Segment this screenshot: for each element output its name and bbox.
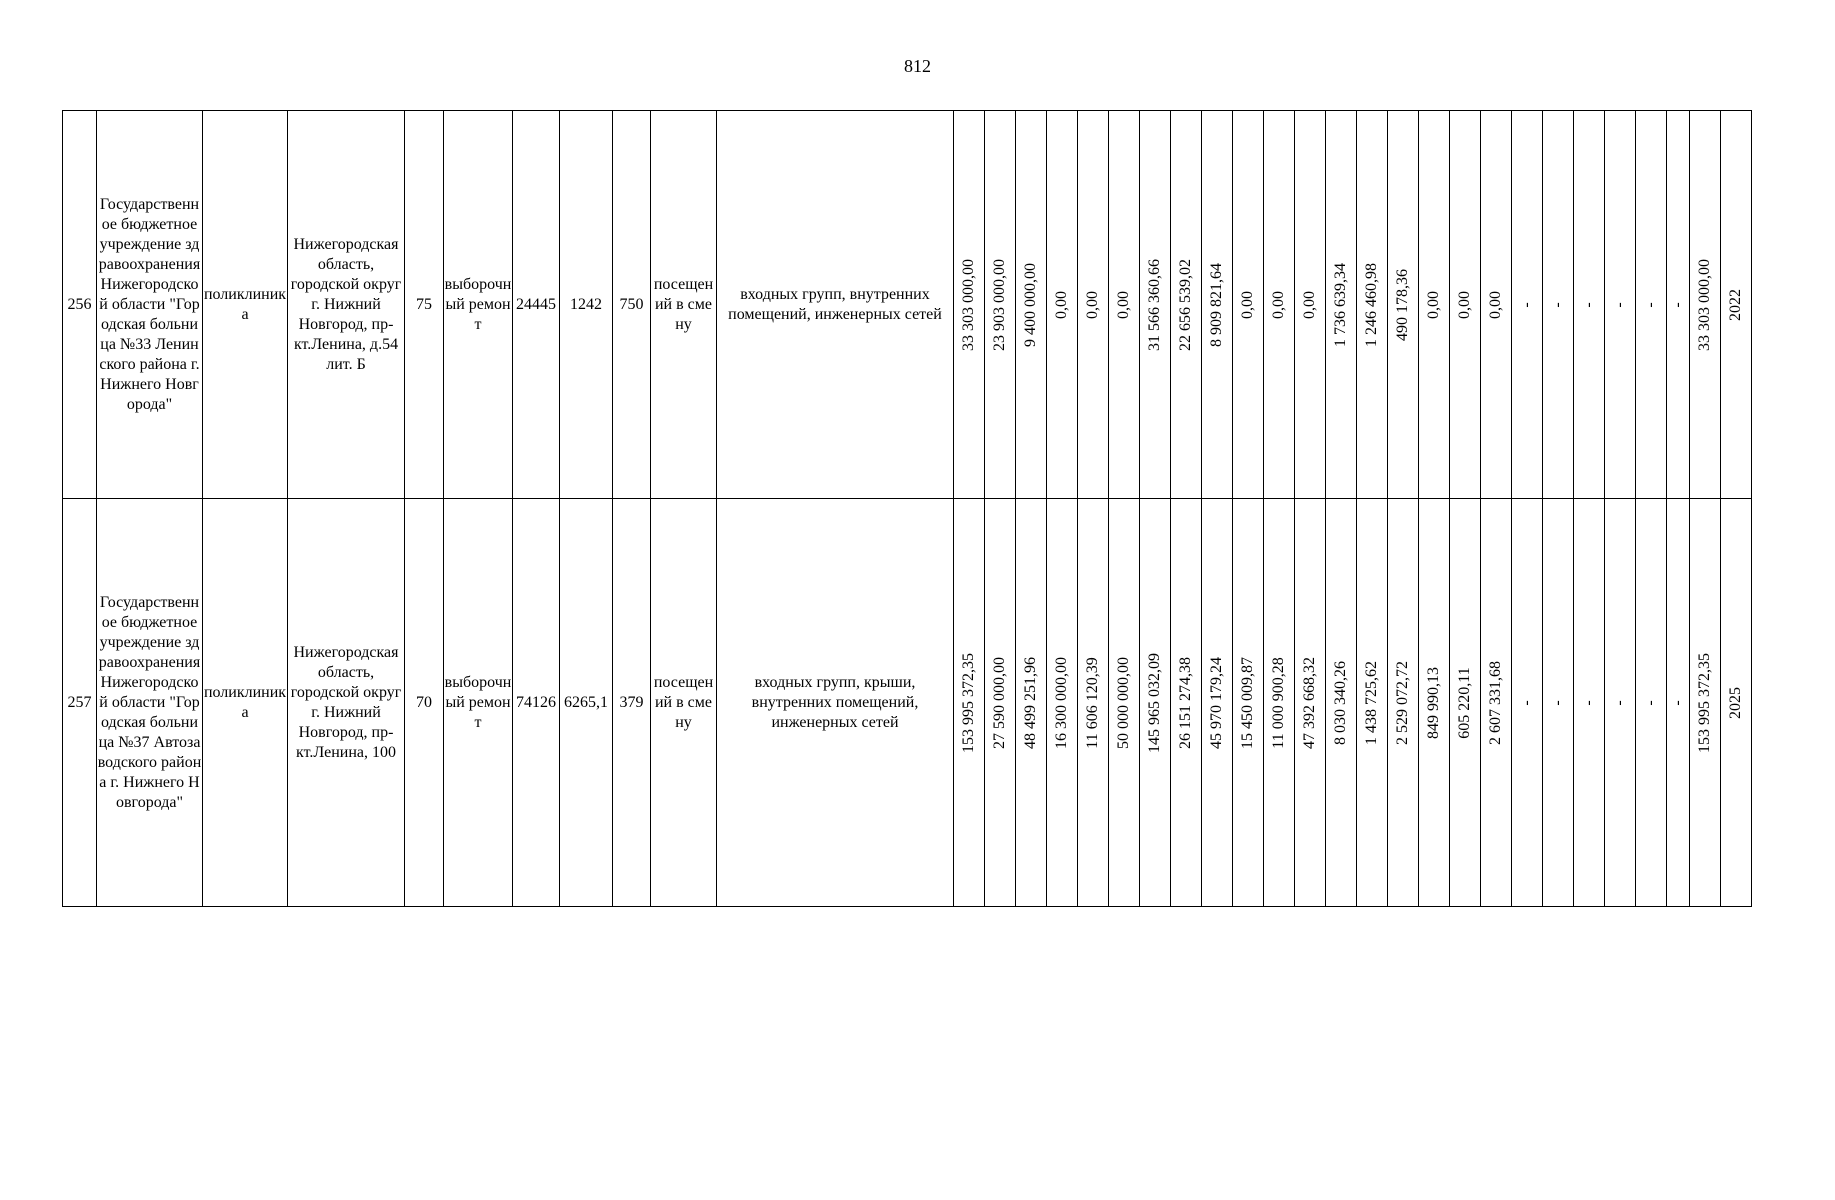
empty-dash-cell [1543, 499, 1574, 907]
amount-value: - [1518, 301, 1535, 308]
amount-cell [1233, 111, 1264, 499]
amount-cell [1078, 499, 1109, 907]
amount-cell [1450, 499, 1481, 907]
amount-value: 0,00 [1084, 290, 1101, 319]
amount-value: - [1580, 699, 1597, 706]
facility-type: поликлиника [203, 111, 288, 499]
amount-value: 8 909 821,64 [1208, 262, 1225, 347]
amount-value: - [1611, 699, 1628, 706]
table-row [63, 111, 1752, 499]
amount-cell [1326, 111, 1357, 499]
amount-value: - [1642, 699, 1659, 706]
amount-value: 849 990,13 [1425, 666, 1442, 739]
amount-value: 145 965 032,09 [1146, 652, 1163, 753]
amount-value: 0,00 [1053, 290, 1070, 319]
empty-dash-cell [1605, 499, 1636, 907]
works-description: входных групп, крыши, внутренних помещений, инженерных сетей [717, 499, 954, 907]
amount-value: 1 246 460,98 [1363, 262, 1380, 347]
amount-value: 153 995 372,35 [1696, 652, 1713, 753]
amount-value: 26 151 274,38 [1177, 656, 1194, 749]
amount-cell [1388, 111, 1419, 499]
amount-value: - [1642, 301, 1659, 308]
table-row [63, 499, 1752, 907]
amount-value: 0,00 [1425, 290, 1442, 319]
amount-value: 27 590 000,00 [991, 656, 1008, 749]
amount-value: 8 030 340,26 [1332, 660, 1349, 745]
amount-value: 16 300 000,00 [1053, 656, 1070, 749]
amount-cell [1357, 499, 1388, 907]
amount-cell [1481, 499, 1512, 907]
amount-value: - [1518, 699, 1535, 706]
amount-value: 11 606 120,39 [1084, 656, 1101, 749]
amount-value: 48 499 251,96 [1022, 656, 1039, 749]
amount-cell [1295, 499, 1326, 907]
amount-cell [1140, 499, 1171, 907]
amount-value: 0,00 [1301, 290, 1318, 319]
capacity-unit: посещений в смену [651, 111, 717, 499]
amount-cell [1171, 111, 1202, 499]
empty-dash-cell [1512, 499, 1543, 907]
amount-cell [1109, 111, 1140, 499]
amount-cell [1450, 111, 1481, 499]
institution-name: Государственное бюджетное учреждение здравоохранения Нижегородской области "Городская больница №37 Автозаводского района г. Нижнего Новгорода" [97, 499, 203, 907]
row-number: 256 [63, 111, 97, 499]
work-type: выборочный ремонт [444, 499, 513, 907]
work-type: выборочный ремонт [444, 111, 513, 499]
amount-value: - [1669, 699, 1686, 706]
empty-dash-cell [1636, 111, 1667, 499]
cell-value: 24445 [513, 111, 560, 499]
register-table [62, 110, 1752, 907]
amount-value: 1 438 725,62 [1363, 660, 1380, 745]
amount-value: 31 566 360,66 [1146, 258, 1163, 351]
amount-cell [1357, 111, 1388, 499]
amount-cell [985, 111, 1016, 499]
amount-value: 153 995 372,35 [960, 652, 977, 753]
amount-value: - [1549, 301, 1566, 308]
row-number: 257 [63, 499, 97, 907]
empty-dash-cell [1543, 111, 1574, 499]
amount-cell [1419, 111, 1450, 499]
amount-value: 47 392 668,32 [1301, 656, 1318, 749]
amount-value: 2 607 331,68 [1487, 660, 1504, 745]
amount-cell [1388, 499, 1419, 907]
cell-value: 1242 [560, 111, 613, 499]
cell-value: 6265,1 [560, 499, 613, 907]
facility-address: Нижегородская область, городской округ г. Нижний Новгород, пр-кт.Ленина, д.54 лит. Б [288, 111, 405, 499]
works-description: входных групп, внутренних помещений, инженерных сетей [717, 111, 954, 499]
cell-value: 750 [613, 111, 651, 499]
amount-value: 23 903 000,00 [991, 258, 1008, 351]
amount-value: 11 000 900,28 [1270, 656, 1287, 749]
amount-value: 0,00 [1115, 290, 1132, 319]
empty-dash-cell [1636, 499, 1667, 907]
amount-cell [954, 111, 985, 499]
amount-value: 33 303 000,00 [960, 258, 977, 351]
amount-cell [1202, 111, 1233, 499]
amount-value: - [1549, 699, 1566, 706]
amount-value: 0,00 [1487, 290, 1504, 319]
amount-value: 45 970 179,24 [1208, 656, 1225, 749]
amount-value: 2022 [1727, 288, 1744, 321]
amount-value: 2 529 072,72 [1394, 660, 1411, 745]
amount-value: 9 400 000,00 [1022, 262, 1039, 347]
amount-cell [1690, 499, 1721, 907]
facility-address: Нижегородская область, городской округ г. Нижний Новгород, пр-кт.Ленина, 100 [288, 499, 405, 907]
amount-cell [1264, 499, 1295, 907]
facility-type: поликлиника [203, 499, 288, 907]
amount-value: - [1669, 301, 1686, 308]
amount-value: 22 656 539,02 [1177, 258, 1194, 351]
amount-cell [1016, 499, 1047, 907]
amount-cell [954, 499, 985, 907]
amount-value: 490 178,36 [1394, 268, 1411, 341]
cell-value: 75 [405, 111, 444, 499]
amount-value: 0,00 [1239, 290, 1256, 319]
amount-cell [1047, 499, 1078, 907]
amount-cell [1109, 499, 1140, 907]
amount-cell [1078, 111, 1109, 499]
amount-cell [1233, 499, 1264, 907]
cell-value: 70 [405, 499, 444, 907]
amount-value: 0,00 [1456, 290, 1473, 319]
amount-value: - [1611, 301, 1628, 308]
empty-dash-cell [1574, 499, 1605, 907]
amount-cell [1419, 499, 1450, 907]
amount-cell [1264, 111, 1295, 499]
amount-cell [1016, 111, 1047, 499]
amount-value: 2025 [1727, 686, 1744, 719]
amount-cell [1047, 111, 1078, 499]
amount-cell [985, 499, 1016, 907]
empty-dash-cell [1667, 111, 1690, 499]
amount-value: 15 450 009,87 [1239, 656, 1256, 749]
cell-value: 379 [613, 499, 651, 907]
institution-name: Государственное бюджетное учреждение здравоохранения Нижегородской области "Городская больница №33 Ленинского района г. Нижнего Новгорода" [97, 111, 203, 499]
amount-cell [1326, 499, 1357, 907]
page-number: 812 [904, 56, 931, 76]
amount-value: 605 220,11 [1456, 666, 1473, 739]
empty-dash-cell [1667, 499, 1690, 907]
cell-value: 74126 [513, 499, 560, 907]
amount-value: - [1580, 301, 1597, 308]
amount-value: 50 000 000,00 [1115, 656, 1132, 749]
amount-cell [1171, 499, 1202, 907]
amount-cell [1295, 111, 1326, 499]
amount-value: 1 736 639,34 [1332, 262, 1349, 347]
amount-value: 0,00 [1270, 290, 1287, 319]
amount-value: 33 303 000,00 [1696, 258, 1713, 351]
empty-dash-cell [1574, 111, 1605, 499]
amount-cell [1690, 111, 1721, 499]
year-cell [1721, 111, 1752, 499]
capacity-unit: посещений в смену [651, 499, 717, 907]
amount-cell [1481, 111, 1512, 499]
empty-dash-cell [1512, 111, 1543, 499]
empty-dash-cell [1605, 111, 1636, 499]
amount-cell [1202, 499, 1233, 907]
amount-cell [1140, 111, 1171, 499]
year-cell [1721, 499, 1752, 907]
